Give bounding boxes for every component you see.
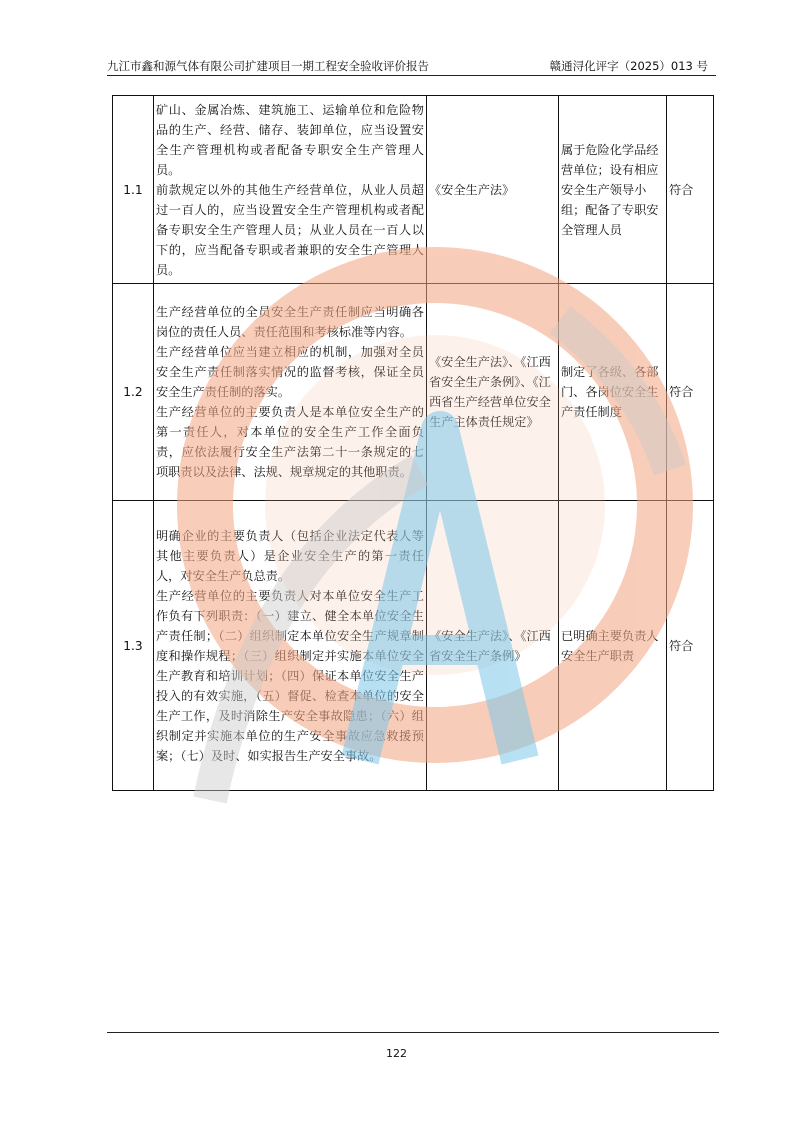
- requirement-paragraph: 生产经营单位的全员安全生产责任制应当明确各岗位的责任人员、责任范围和考核标准等内容。: [156, 305, 424, 339]
- actual-status-cell: 属于危险化学品经营单位；设有相应安全生产领导小组；配备了专职安全管理人员: [559, 96, 667, 284]
- item-number: 1.2: [113, 284, 154, 501]
- table-row: [113, 501, 714, 791]
- item-number: 1.3: [113, 501, 154, 791]
- basis-cell: 《安全生产法》: [427, 96, 559, 284]
- conclusion-cell: 符合: [667, 96, 714, 284]
- conclusion-cell: 符合: [667, 284, 714, 501]
- requirement-paragraph: 生产经营单位的主要负责人是本单位安全生产的第一责任人，对本单位的安全生产工作全面负责，应依法履行安全生产法第二十一条规定的七项职责以及法律、法规、规章规定的其他职责。: [156, 405, 424, 479]
- basis-cell: 《安全生产法》、《江西省安全生产条例》: [427, 501, 559, 791]
- basis-cell: 《安全生产法》、《江西省安全生产条例》、《江西省生产经营单位安全生产主体责任规定》: [427, 284, 559, 501]
- evaluation-table: [112, 95, 714, 791]
- actual-status-cell: 已明确主要负责人安全生产职责: [559, 501, 667, 791]
- table-row: [113, 96, 714, 284]
- report-number: 赣通浔化评字（2025）013 号: [549, 59, 708, 73]
- footer-divider: [107, 1032, 719, 1033]
- requirement-paragraph: 生产经营单位的主要负责人对本单位安全生产工作负有下列职责：（一）建立、健全本单位安全生产责任制；（二）组织制定本单位安全生产规章制度和操作规程；（三）组织制定并实施本单位安全生产教育和培训计划；（四）保证本单位安全生产投入的有效实施，（五）督促、检查本单位的安全生产工作，及时消除生产安全事故隐患；（六）组织制定并实施本单位的生产安全事故应急救援预案；（七）及时、如实报告生产安全事故。: [156, 588, 424, 763]
- conclusion-cell: 符合: [667, 501, 714, 791]
- actual-status-cell: 制定了各级、各部门、各岗位安全生产责任制度: [559, 284, 667, 501]
- requirement-paragraph: 前款规定以外的其他生产经营单位，从业人员超过一百人的，应当设置安全生产管理机构或者配备专职安全生产管理人员；从业人员在一百人以下的，应当配备专职或者兼职的安全生产管理人员。: [156, 182, 424, 277]
- requirement-cell: [154, 501, 427, 791]
- requirement-cell: [154, 284, 427, 501]
- page-number: 122: [386, 1047, 407, 1060]
- table-row: [113, 284, 714, 501]
- item-number: 1.1: [113, 96, 154, 284]
- report-title: 九江市鑫和源气体有限公司扩建项目一期工程安全验收评价报告: [107, 59, 429, 73]
- page-header: [107, 58, 716, 76]
- requirement-paragraph: 生产经营单位应当建立相应的机制，加强对全员安全生产责任制落实情况的监督考核，保证全员安全生产责任制的落实。: [156, 345, 424, 399]
- requirement-paragraph: 矿山、金属冶炼、建筑施工、运输单位和危险物品的生产、经营、储存、装卸单位，应当设置安全生产管理机构或者配备专职安全生产管理人员。: [156, 102, 424, 177]
- requirement-cell: [154, 96, 427, 284]
- requirement-paragraph: 明确企业的主要负责人（包括企业法定代表人等其他主要负责人）是企业安全生产的第一责任人，对安全生产负总责。: [156, 528, 424, 583]
